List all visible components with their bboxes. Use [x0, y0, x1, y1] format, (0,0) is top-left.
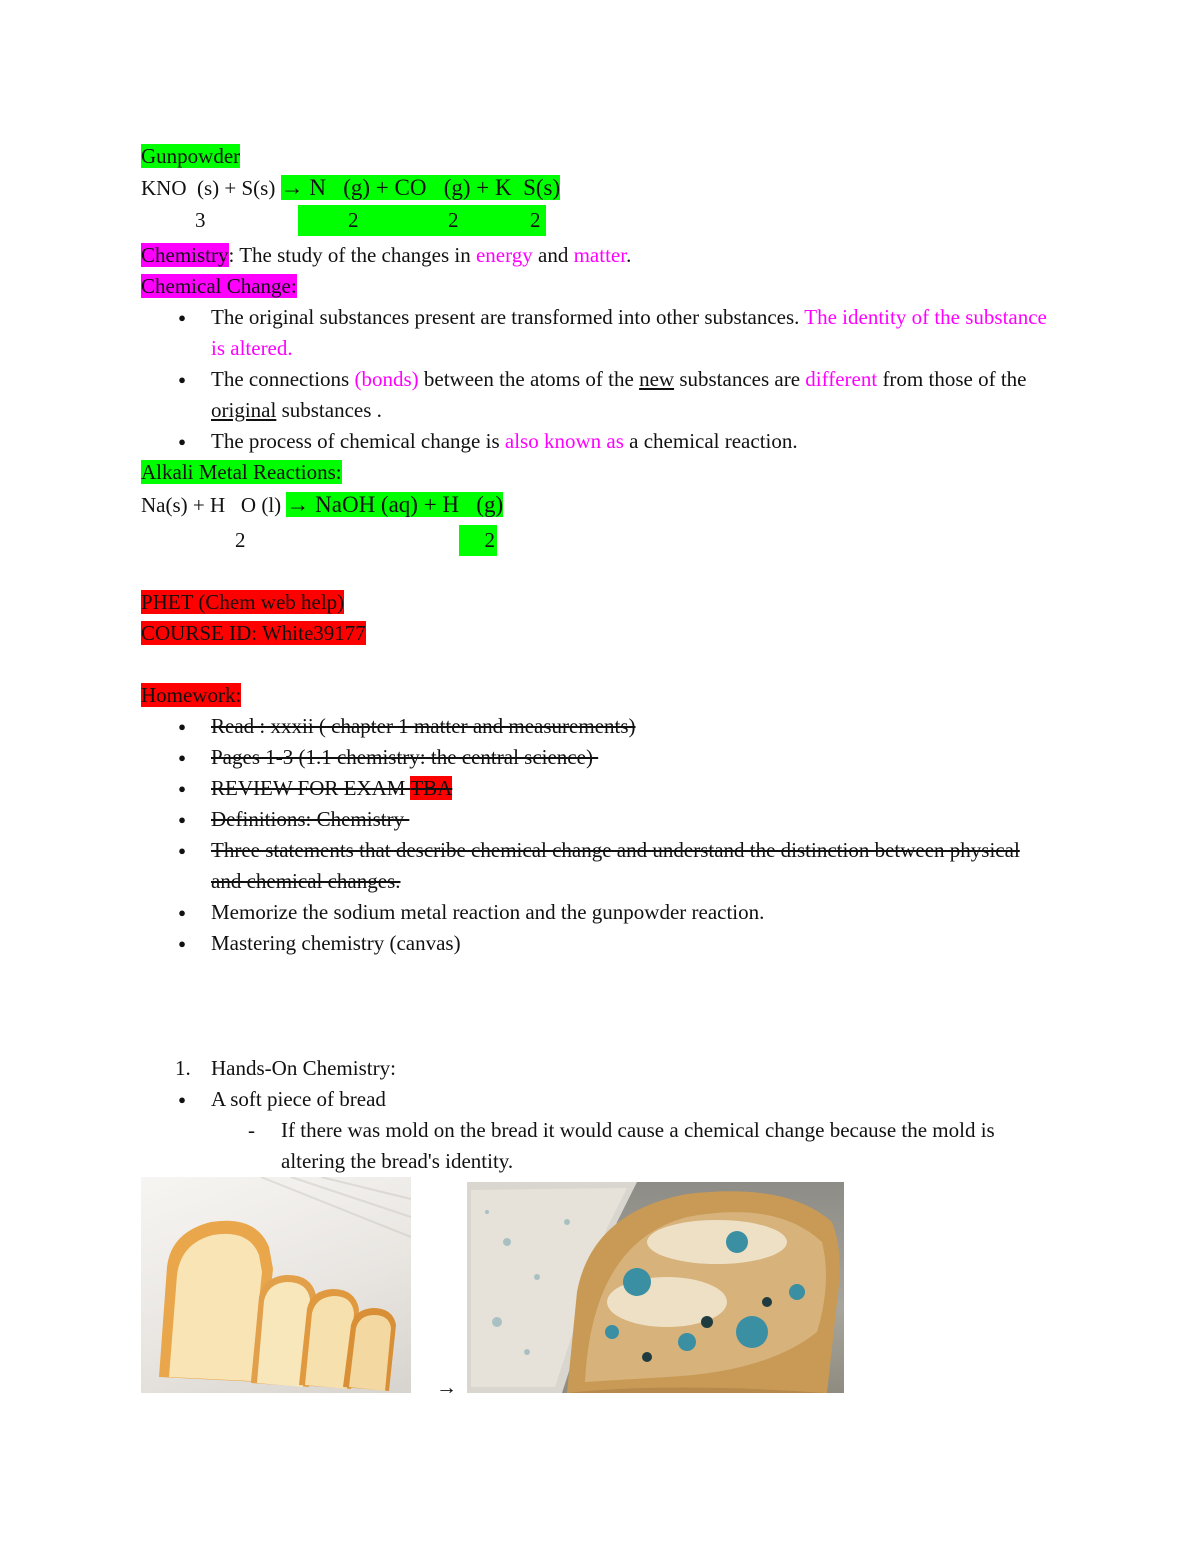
- gunpowder-products: → N (g) + CO (g) + K S(s): [280, 175, 561, 200]
- list-item: ● The process of chemical change is also known as a chemical reaction.: [175, 426, 1055, 457]
- homework-item: ● REVIEW FOR EXAM TBA: [175, 773, 1055, 804]
- period: .: [626, 243, 632, 267]
- chemistry-term: Chemistry: [141, 243, 229, 267]
- and-text: and: [532, 243, 574, 267]
- bullet-icon: ●: [178, 1092, 186, 1107]
- alkali-reactants: Na(s) + H O (l): [141, 493, 282, 517]
- gunpowder-reactants: KNO (s) + S(s): [141, 176, 276, 200]
- energy-word: energy: [475, 243, 533, 267]
- phet-note: PHET (Chem web help): [141, 590, 345, 614]
- homework-item: ● Memorize the sodium metal reaction and the gunpowder reaction.: [175, 897, 1055, 928]
- bullet-icon: ●: [178, 843, 186, 858]
- homework-item: ● Definitions: Chemistry: [175, 804, 1055, 835]
- subscript-2: 2: [459, 525, 497, 556]
- subscript-3: 3: [195, 208, 206, 232]
- fresh-bread-icon: [141, 1177, 411, 1393]
- bullet-icon: ●: [178, 812, 186, 827]
- bullet-icon: ●: [178, 781, 186, 796]
- numbered-item: [175, 1053, 1055, 1084]
- gunpowder-subscripts: [298, 205, 546, 236]
- bullet-icon: ●: [178, 719, 186, 734]
- list-item: ● A soft piece of bread: [175, 1084, 1055, 1115]
- definition-text: : The study of the changes in: [228, 243, 476, 267]
- chemistry-definition: [141, 240, 631, 271]
- tba-badge: TBA: [410, 776, 453, 800]
- homework-heading: Homework:: [141, 683, 242, 707]
- moldy-bread-image: [467, 1182, 844, 1393]
- bullet-icon: ●: [178, 750, 186, 765]
- matter-word: matter: [573, 243, 627, 267]
- subscript-2: 2: [235, 528, 246, 552]
- homework-item: ● Read : xxxii ( chapter 1 matter and measurements): [175, 711, 1055, 742]
- list-item: ● The original substances present are transformed into other substances. The identity of the substance is altered.: [175, 302, 1055, 364]
- bullet-icon: ●: [178, 310, 186, 325]
- gunpowder-heading: Gunpowder: [141, 144, 241, 168]
- chemical-change-heading: Chemical Change:: [141, 274, 297, 298]
- bullet-icon: ●: [178, 936, 186, 951]
- bullet-icon: ●: [178, 372, 186, 387]
- hands-on-title: Hands-On Chemistry:: [211, 1056, 396, 1080]
- bullet-icon: ●: [178, 905, 186, 920]
- subscript-2: 2: [530, 208, 541, 232]
- fresh-bread-image: [141, 1177, 411, 1393]
- homework-item: ● Mastering chemistry (canvas): [175, 928, 1055, 959]
- alkali-equation: [141, 489, 503, 520]
- gunpowder-equation: [141, 172, 560, 203]
- subscript-2: 2: [448, 208, 459, 232]
- item-number: 1.: [175, 1056, 191, 1080]
- list-item: ● The connections (bonds) between the atoms of the new substances are different from those of the original substances .: [175, 364, 1055, 426]
- moldy-bread-icon: [467, 1182, 844, 1393]
- bullet-icon: ●: [178, 434, 186, 449]
- subscript-2: 2: [348, 208, 359, 232]
- homework-item: ● Pages 1-3 (1.1 chemistry: the central science): [175, 742, 1055, 773]
- course-id: COURSE ID: White39177: [141, 621, 366, 645]
- mold-explanation: If there was mold on the bread it would cause a chemical change because the mold is altering the bread's identity.: [281, 1118, 995, 1173]
- homework-item: ● Three statements that describe chemical change and understand the distinction between physical and chemical changes.: [175, 835, 1055, 897]
- arrow-icon: →: [436, 1375, 457, 1399]
- alkali-products: → NaOH (aq) + H (g): [286, 492, 504, 517]
- dash-bullet: -: [248, 1118, 255, 1142]
- alkali-heading: Alkali Metal Reactions:: [141, 460, 342, 484]
